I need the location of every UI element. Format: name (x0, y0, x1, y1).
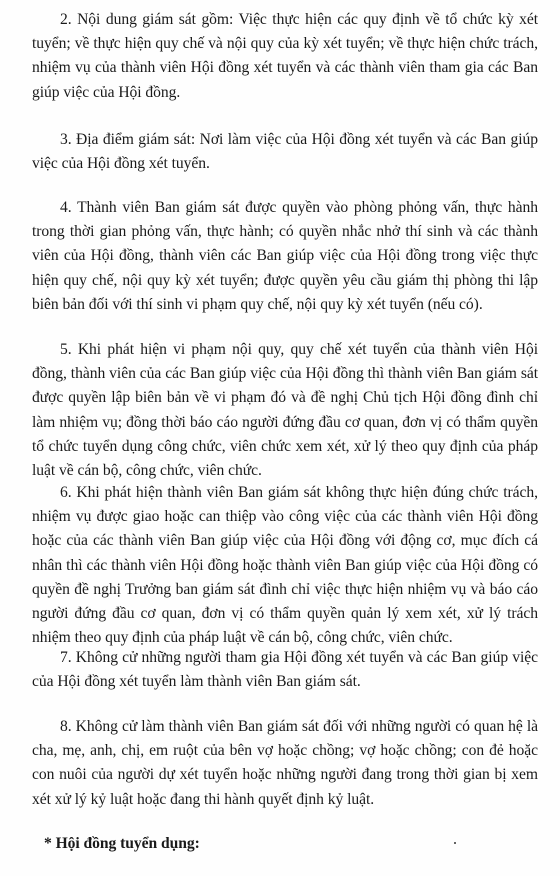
paragraph-8: 8. Không cử làm thành viên Ban giám sát đối với những người có quan hệ là cha, mẹ, anh, chị, em ruột của bên vợ hoặc chồng; vợ hoặc chồng; con đẻ hoặc con nuôi của người dự xét tuyển hoặc những người đang trong thời gian bị xem xét xử lý kỷ luật hoặc đang thi hành quyết định kỷ luật. (32, 718, 538, 808)
paragraph-7: 7. Không cử những người tham gia Hội đồng xét tuyển và các Ban giúp việc của Hội đồng xét tuyển làm thành viên Ban giám sát. (32, 649, 538, 691)
speck-mark (454, 842, 456, 844)
section-heading: * Hội đồng tuyển dụng: (44, 835, 200, 852)
paragraph-2: 2. Nội dung giám sát gồm: Việc thực hiện các quy định về tổ chức kỳ xét tuyển; về thực hiện quy chế và nội quy của kỳ xét tuyển; về thực hiện chức trách, nhiệm vụ của thành viên Hội đồng xét tuyển và các thành viên tham gia các Ban giúp việc của Hội đồng. (32, 11, 538, 101)
paragraph-6: 6. Khi phát hiện thành viên Ban giám sát không thực hiện đúng chức trách, nhiệm vụ được giao hoặc can thiệp vào công việc của các thành viên Hội đồng hoặc của các thành viên Ban giúp việc của Hội đồng với động cơ, mục đích cá nhân thì các thành viên Hội đồng hoặc thành viên Ban giúp việc của Hội đồng có quyền đề nghị Trưởng ban giám sát đình chỉ việc thực hiện nhiệm vụ và báo cáo người đứng đầu cơ quan, đơn vị có thẩm quyền quản lý xem xét, xử lý trách nhiệm theo quy định của pháp luật về cán bộ, công chức, viên chức. (32, 484, 538, 647)
paragraph-5: 5. Khi phát hiện vi phạm nội quy, quy chế xét tuyển của thành viên Hội đồng, thành viên của các Ban giúp việc của Hội đồng thì thành viên Ban giám sát được quyền lập biên bản về vi phạm đó và đề nghị Chủ tịch Hội đồng đình chỉ làm nhiệm vụ; đồng thời báo cáo người đứng đầu cơ quan, đơn vị có thẩm quyền tổ chức tuyển dụng công chức, viên chức xem xét, xử lý theo quy định của pháp luật về cán bộ, công chức, viên chức. (32, 341, 538, 480)
paragraph-3: 3. Địa điểm giám sát: Nơi làm việc của Hội đồng xét tuyển và các Ban giúp việc của Hội đồng xét tuyển. (32, 131, 538, 173)
paragraph-4: 4. Thành viên Ban giám sát được quyền vào phòng phỏng vấn, thực hành trong thời gian phỏng vấn, thực hành; có quyền nhắc nhở thí sinh và các thành viên của Hội đồng, thành viên các Ban giúp việc của Hội đồng trong việc thực hiện quy chế, nội quy kỳ xét tuyển; được quyền yêu cầu giám thị phòng thi lập biên bản đối với thí sinh vi phạm quy chế, nội quy kỳ xét tuyển (nếu có). (32, 199, 538, 313)
